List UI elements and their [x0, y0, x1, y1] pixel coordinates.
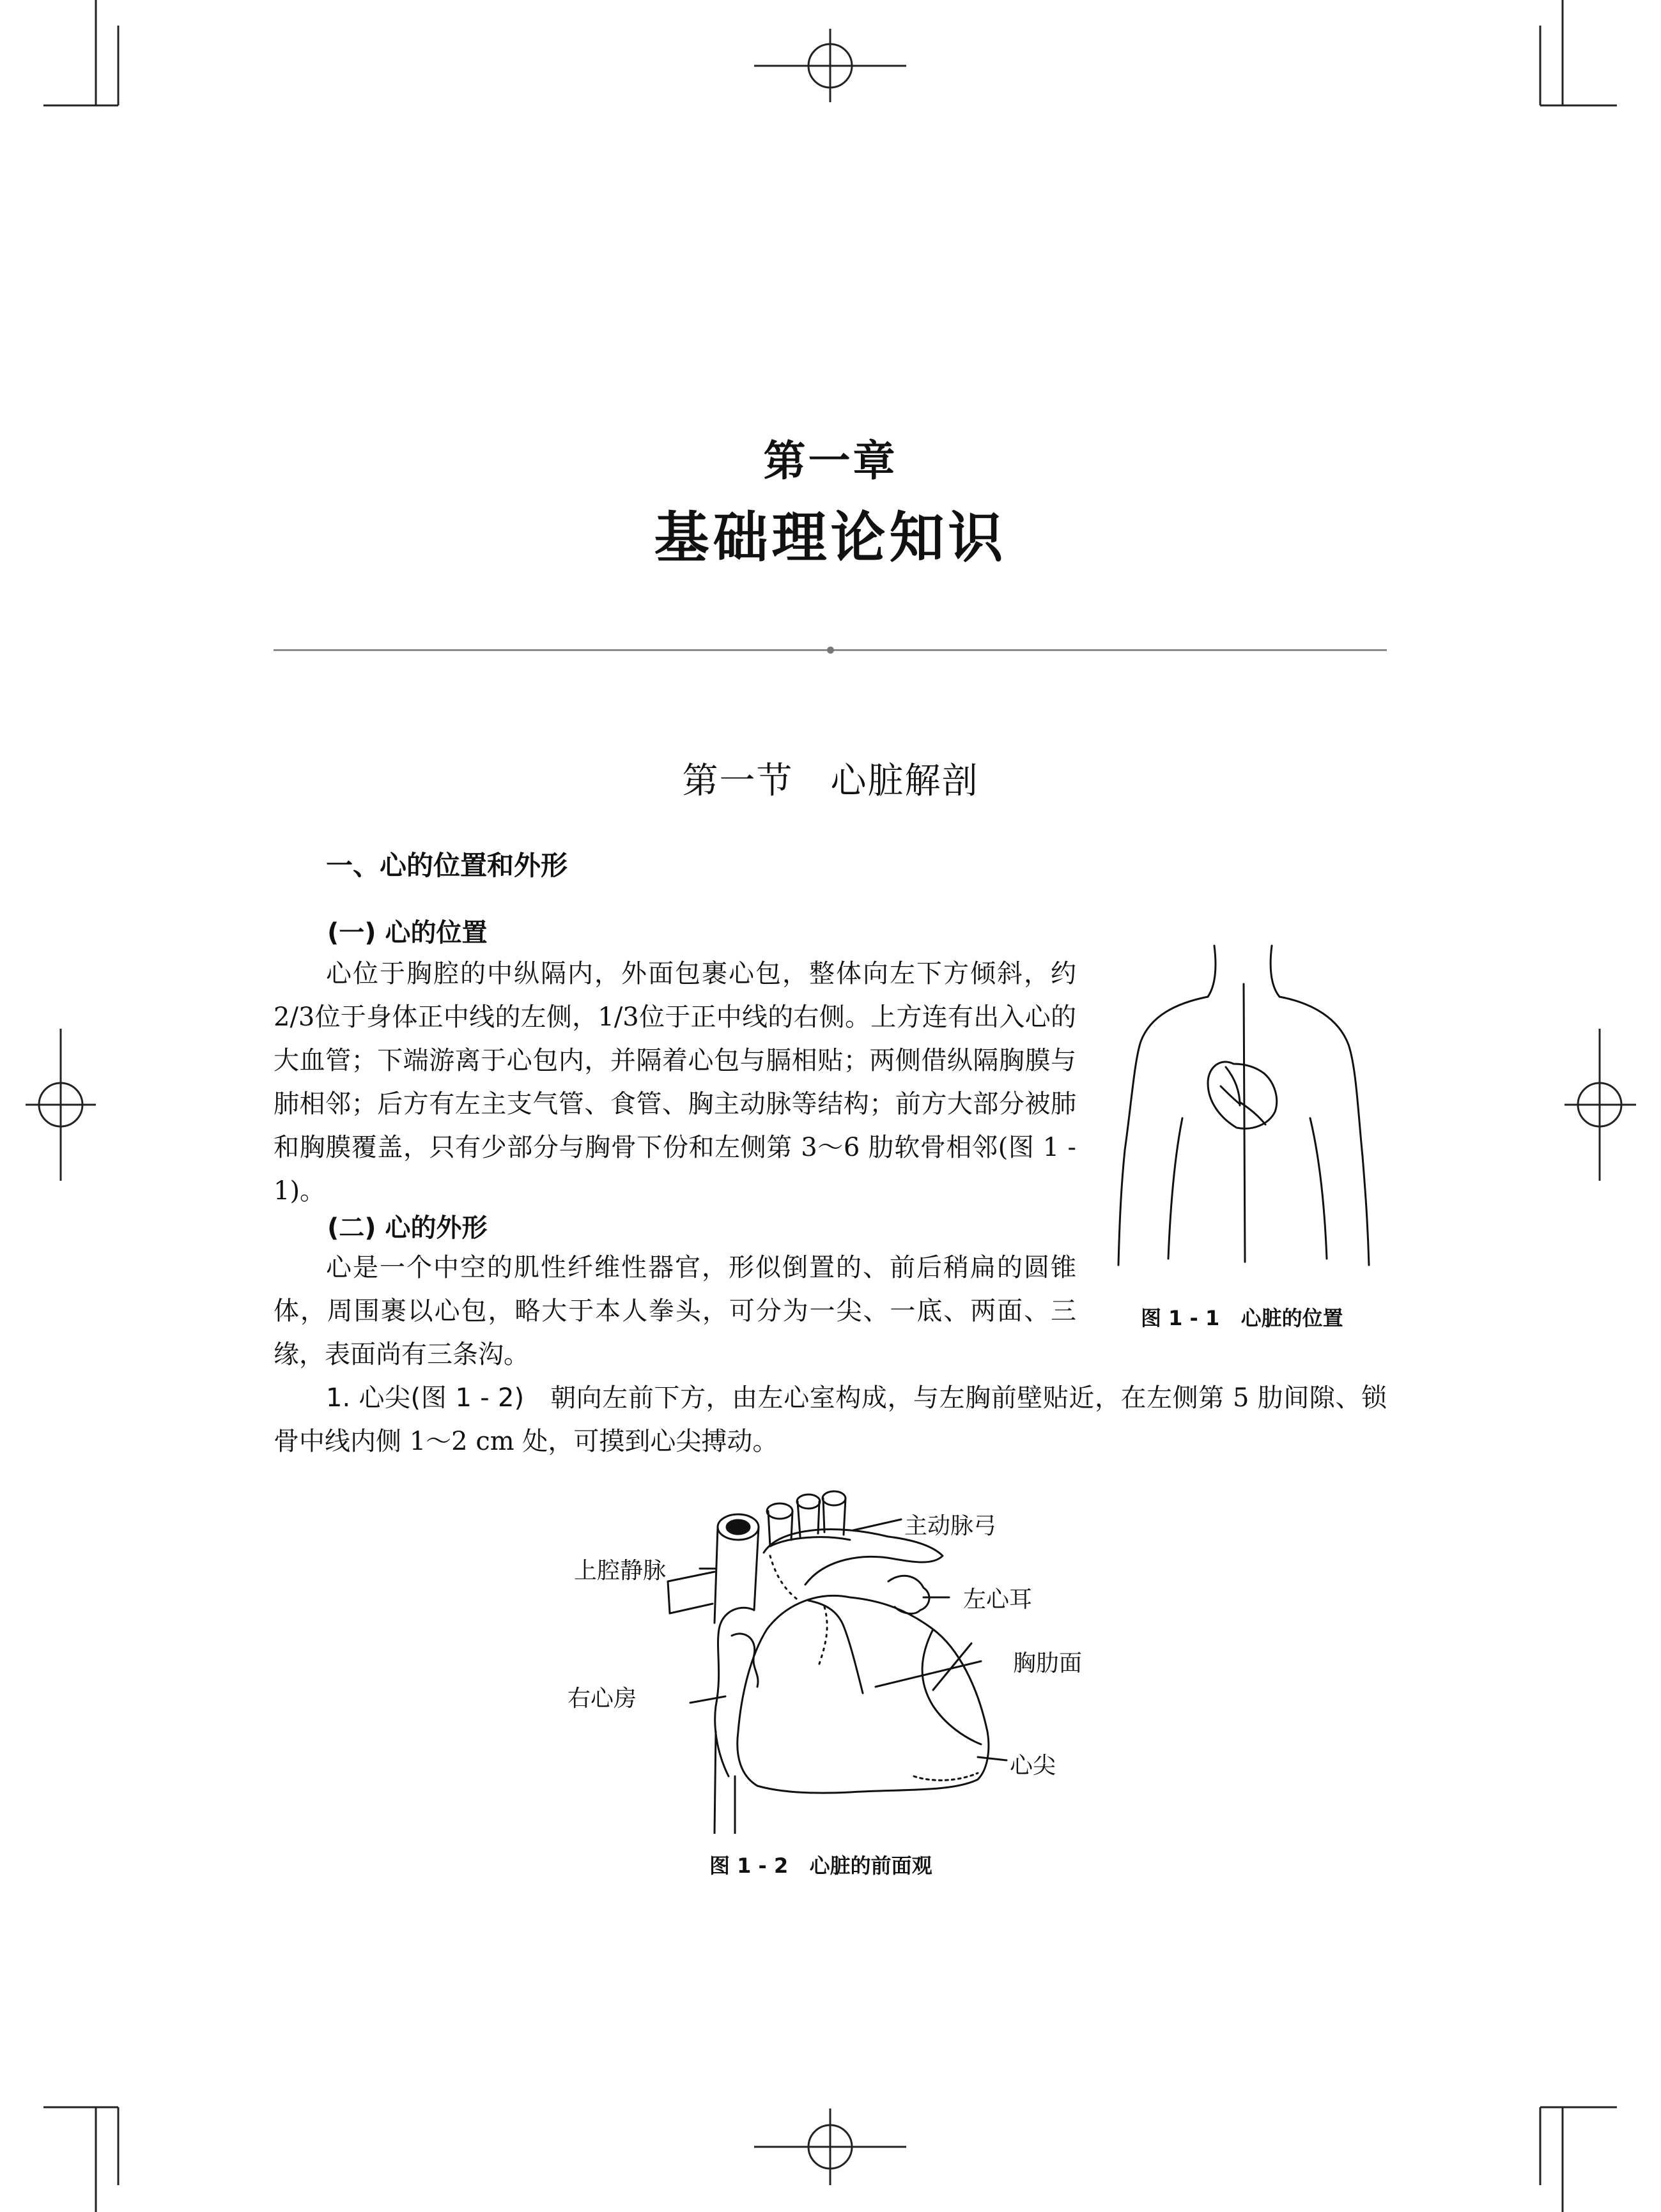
- paragraph-shape-text: 心是一个中空的肌性纤维性器官，形似倒置的、前后稍扁的圆锥体，周围裹以心包，略大于本人拳头，可分为一尖、一底、两面、三缘，表面尚有三条沟。: [274, 1253, 1076, 1369]
- chapter-number: 第一章: [763, 436, 898, 486]
- item-text: 朝向左前下方，由左心室构成，与左胸前壁贴近，在左侧第 5 肋间隙、锁骨中线内侧 1～2 cm 处，可摸到心尖搏动。: [274, 1383, 1387, 1456]
- section-name: 心脏解剖: [830, 760, 979, 802]
- label-right-atrium: 右心房: [568, 1686, 637, 1712]
- paragraph-apex-text: [274, 1376, 1387, 1463]
- subsection-heading-position: (一) 心的位置: [327, 918, 488, 948]
- figure1-caption: [1141, 1302, 1343, 1332]
- paragraph-position: [274, 952, 1076, 1213]
- subsection-heading-shape: (二) 心的外形: [327, 1213, 488, 1243]
- figure-torso-illustration: [1112, 939, 1380, 1271]
- label-superior-vena-cava: 上腔静脉: [574, 1558, 667, 1584]
- paragraph-position-text: 心位于胸腔的中纵隔内，外面包裹心包，整体向左下方倾斜，约2/3位于身体正中线的左侧，1/3位于正中线的右侧。上方连有出入心的大血管；下端游离于心包内，并隔着心包与膈相贴；两侧借纵隔胸膜与肺相邻；后方有左主支气管、食管、胸主动脉等结构；前方大部分被肺和胸膜覆盖，只有少部分与胸骨下份和左侧第 3～6 肋软骨相邻(图 1 - 1)。: [274, 959, 1076, 1206]
- label-sternocostal-surface: 胸肋面: [1013, 1650, 1083, 1677]
- item-label: 1. 心尖(图 1 - 2): [326, 1383, 525, 1413]
- heading-level1: 一、心的位置和外形: [326, 850, 568, 881]
- label-apex: 心尖: [1010, 1753, 1056, 1779]
- label-left-auricle: 左心耳: [963, 1586, 1033, 1613]
- section-number: 第一节: [682, 760, 794, 802]
- figure2-caption-text: 心脏的前面观: [809, 1854, 932, 1878]
- figure2-caption-num: 图 1 - 2: [709, 1854, 789, 1878]
- label-aortic-arch: 主动脉弓: [904, 1513, 997, 1539]
- section-title: [0, 753, 1661, 804]
- figure2-caption: [709, 1850, 932, 1879]
- chapter-title: 基础理论知识: [654, 506, 1007, 570]
- figure1-caption-num: 图 1 - 1: [1141, 1306, 1220, 1330]
- paragraph-apex: [274, 1376, 1387, 1463]
- figure1-caption-text: 心脏的位置: [1240, 1306, 1343, 1330]
- divider-dot: [827, 647, 834, 654]
- paragraph-shape: [274, 1246, 1076, 1376]
